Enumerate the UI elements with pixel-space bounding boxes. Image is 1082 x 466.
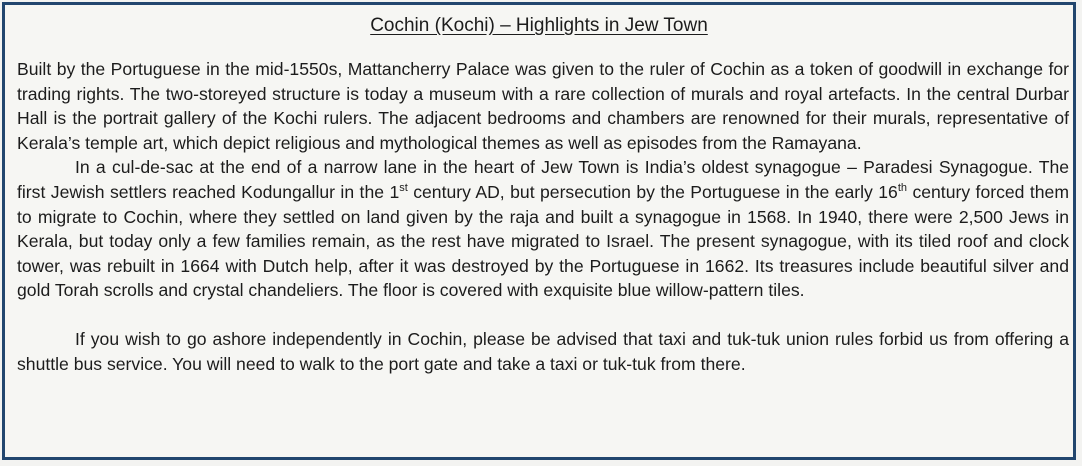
document-title: Cochin (Kochi) – Highlights in Jew Town <box>370 15 708 36</box>
synagogue-text-1: . The first Jewish settlers reached Kodungallur in the 1 <box>17 157 1070 202</box>
synagogue-text-3: century forced them to migrate to Cochin, where they settled on land given by the raja and built a synagogue in 1568. In 1940, there were 2,500 Jews in Kerala, but today only a few families remain, as the rest have migrated to Israel. The present synagogue, with its tiled roof and clock tower, was rebuilt in 1664 with Dutch help, after it was destroyed by the Portuguese in 1662. Its treasures include beautiful silver and gold Torah scrolls and crystal chandeliers. The floor is covered with exquisite blue willow-pattern tiles. <box>17 181 1069 301</box>
document-body <box>17 57 1069 376</box>
paragraph-palace <box>17 57 1069 155</box>
document-frame <box>2 2 1076 460</box>
palace-name: Mattancherry Palace <box>347 59 510 79</box>
palace-text-intro: Built by the Portuguese in the mid-1550s, <box>17 59 348 79</box>
synagogue-text-intro: In a cul-de-sac at the end of a narrow lane in the heart of Jew Town is India’s oldest synagogue – <box>75 157 864 178</box>
ordinal-suffix-th: th <box>897 182 908 195</box>
paragraph-synagogue <box>17 155 1069 303</box>
paragraph-shore-notice: If you wish to go ashore independently in Cochin, please be advised that taxi and tuk-tuk union rules forbid us from offering a shuttle bus service. You will need to walk to the port gate and take a taxi or tuk-tuk from there. <box>17 328 1069 374</box>
synagogue-name: Paradesi Synagogue <box>863 157 1028 178</box>
ordinal-suffix-st: st <box>399 182 408 195</box>
palace-text-body: was given to the ruler of Cochin as a token of goodwill in exchange for trading rights. The two-storeyed structure is today a museum with a rare collection of murals and royal artefacts. In the central Durbar Hall is the portrait gallery of the Kochi rulers. The adjacent bedrooms and chambers are renowned for their murals, representative of Kerala’s temple art, which depict religious and mythological themes as well as episodes from the Ramayana. <box>17 59 1069 153</box>
synagogue-text-2: century AD, but persecution by the Portuguese in the early 16 <box>407 181 898 202</box>
